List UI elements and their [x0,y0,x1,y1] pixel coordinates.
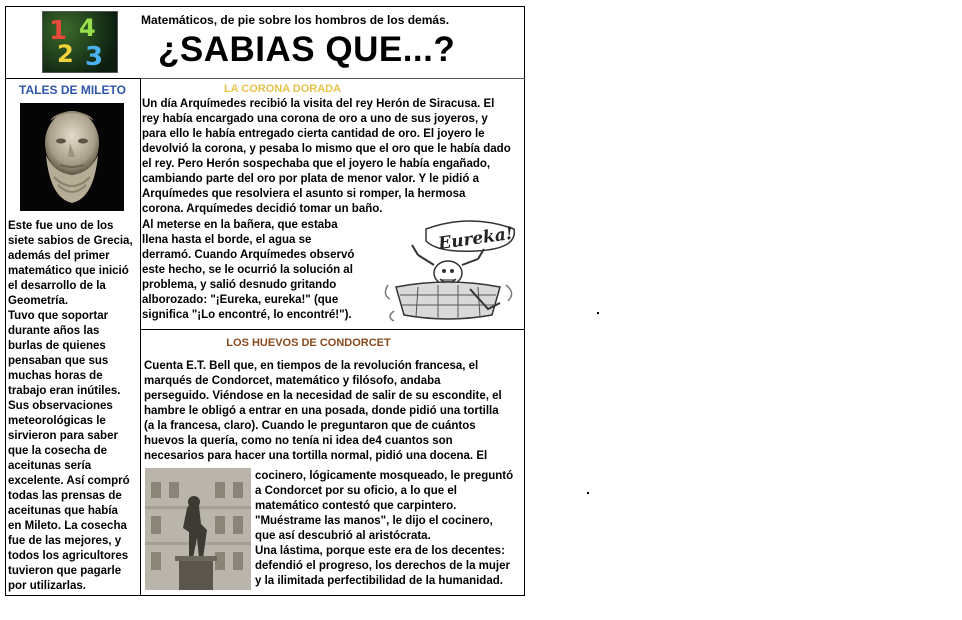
text-line: corona. Arquímedes decidió tomar un baño. [142,203,383,215]
text-line: el desarrollo de la [8,280,106,292]
thales-bust-photo [20,103,124,211]
thales-heading: TALES DE MILETO [19,83,126,97]
text-line: necesarios para hacer una tortilla normal, pidió una docena. El [144,450,488,462]
text-line: trabajo eran inútiles. [8,385,121,397]
text-line: muchas horas de [8,370,103,382]
bust-illustration [20,103,124,211]
text-line: todas las prensas de [8,490,122,502]
text-line: Arquímedes que resolviera el asunto si romper, la hermosa [142,188,466,200]
text-line: siete sabios de Grecia, [8,235,133,247]
text-line: defendió el progreso, los derechos de la mujer [255,560,510,572]
tagline: Matemáticos, de pie sobre los hombros de los demás. [141,13,450,27]
text-line: alborozado: "¡Eureka, eureka!" (que [142,294,339,306]
stray-dot [597,312,599,314]
text-line: perseguido. Viéndose en la necesidad de salir de su escondite, el [144,390,502,402]
text-line: tuvieron que pagarle [8,565,122,577]
text-line: (a la francesa, claro). Cuando le preguntaron que de cuántos [144,420,476,432]
text-line: hambre le obligó a entrar en una posada, donde pidió una tortilla [144,405,499,417]
text-line: devolvió la corona, y pesaba lo mismo que el oro que le había dado [142,143,511,155]
section-divider [140,329,525,330]
text-line: Un día Arquímedes recibió la visita del rey Herón de Siracusa. El [142,98,495,110]
text-line: excelente. Así compró [8,475,130,487]
logo-digit: 3 [85,42,104,72]
text-line: que la cosecha de [8,445,108,457]
corona-body-bottom [142,218,372,323]
text-line: pensaban que sus [8,355,109,367]
header-divider [5,78,140,79]
text-line: cambiando parte del oro por plata de menor valor. Y le pidió a [142,173,479,185]
text-line: aceitunas sería [8,460,92,472]
text-line: derramó. Cuando Arquímedes observó [142,249,355,261]
eureka-text: Eureka! [437,223,515,255]
text-line: este hecho, se le ocurrió la solución al [142,264,353,276]
text-line: marqués de Condorcet, matemático y filósofo, andaba [144,375,441,387]
text-line: Tuvo que soportar [8,310,109,322]
text-line: Al meterse en la bañera, que estaba [142,219,338,231]
text-line: durante años las [8,325,100,337]
condorcet-body-bottom [255,469,525,589]
logo-digit: 2 [57,40,74,68]
text-line: problema, y salió desnudo gritando [142,279,337,291]
text-line: Geometría. [8,295,69,307]
text-line: todos los agricultores [8,550,129,562]
text-line: que así descubrió al aristócrata. [255,530,431,542]
stray-dot [587,492,589,494]
condorcet-statue-photo [145,468,251,590]
text-line: matemático contestó que carpintero. [255,500,457,512]
text-line: a Condorcet por su oficio, a lo que el [255,485,457,497]
text-line: rey había encargado una corona de oro a uno de sus joyeros, y [142,113,488,125]
text-line: huevos la quería, como no tenía ni idea de4 cuantos son [144,435,453,447]
corona-body-top [142,97,514,217]
text-line: por utilizarlas. [8,580,86,592]
numbers-logo [42,11,118,73]
text-line: además del primer [8,250,110,262]
text-line: para ello le había entregado cierta cantidad de oro. El joyero le [142,128,485,140]
condorcet-heading: LOS HUEVOS DE CONDORCET [226,337,391,349]
thales-body [8,219,140,594]
text-line: aceitunas que había [8,505,118,517]
statue-illustration [145,468,251,590]
text-line: Cuenta E.T. Bell que, en tiempos de la revolución francesa, el [144,360,479,372]
text-line: Sus observaciones [8,400,113,412]
text-line: Una lástima, porque este era de los decentes: [255,545,505,557]
header-divider-right [140,78,525,79]
page-title: ¿SABIAS QUE...? [158,30,456,69]
text-line: Este fue uno de los [8,220,114,232]
condorcet-body-top [144,359,520,464]
text-line: meteorológicas le [8,415,106,427]
text-line: y la ilimitada perfectibilidad de la humanidad. [255,575,503,587]
text-line: matemático que inició [8,265,129,277]
text-line: llena hasta el borde, el agua se [142,234,312,246]
text-line: fue de las mejores, y [8,535,122,547]
logo-digit: 1 [49,16,68,46]
text-line: significa "¡Lo encontré, lo encontré!"). [142,309,352,321]
eureka-illustration [378,215,522,325]
text-line: en Mileto. La cosecha [8,520,127,532]
corona-heading: LA CORONA DORADA [223,83,342,95]
logo-digit: 4 [79,14,96,42]
bathtub-drawing [378,215,522,325]
text-line: burlas de quienes [8,340,106,352]
text-line: sirvieron para saber [8,430,118,442]
text-line: "Muéstrame las manos", le dijo el cocinero, [255,515,493,527]
text-line: el rey. Pero Herón sospechaba que el joyero le había engañado, [142,158,491,170]
text-line: cocinero, lógicamente mosqueado, le preguntó [255,470,514,482]
